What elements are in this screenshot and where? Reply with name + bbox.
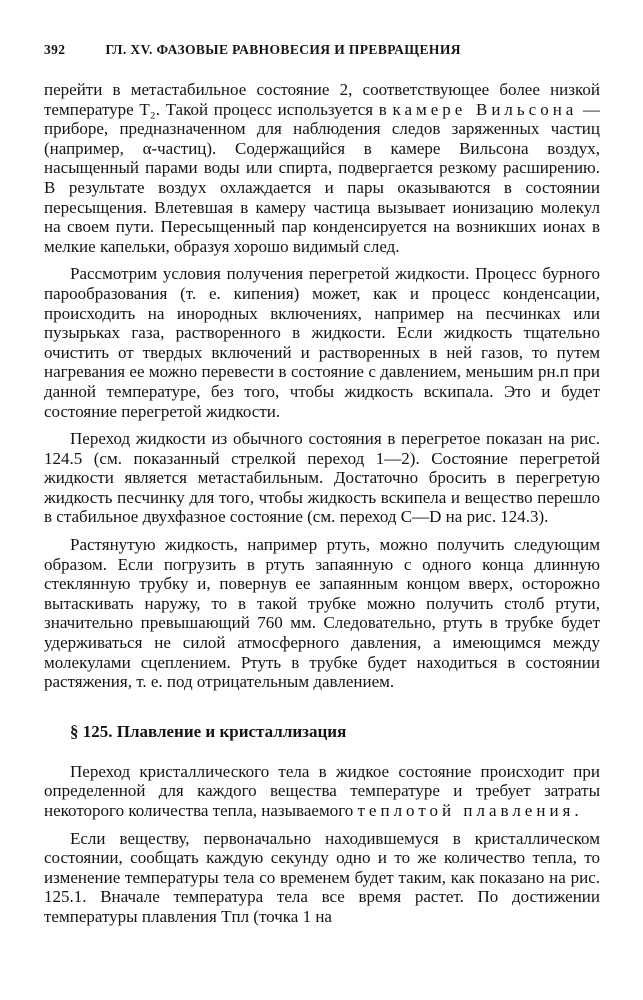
page-body [44, 80, 600, 927]
page-number: 392 [44, 42, 66, 57]
paragraph-text: Переход кристаллического тела в жидкое состояние происходит при определенной для каждого вещества температуре и требует затраты некоторого количества тепла, называемого [44, 761, 600, 820]
paragraph-wilson-chamber [44, 80, 600, 256]
running-title: ГЛ. XV. ФАЗОВЫЕ РАВНОВЕСИЯ И ПРЕВРАЩЕНИЯ [105, 42, 461, 57]
emphasized-term-heat-of-fusion: теплотой плавления [357, 801, 575, 820]
paragraph-text: — приборе, предназначенном для наблюдения следов заряженных частиц (например, α-частиц). Содержащийся в камере Вильсона воздух, насыщенный парами воды или спирта, подвергается резкому расширению. В результате воздух охлаждается и пары оказываются в состоянии пересыщения. Влетевшая в камеру частица вызывает ионизацию молекул на своем пути. Пересыщенный пар конденсируется на возникших ионах в мелкие капельки, образуя хорошо видимый след. [44, 99, 601, 256]
paragraph-stretched-liquid: Растянутую жидкость, например ртуть, можно получить следующим образом. Если погрузить в ртуть запаянную с одного конца длинную стеклянную трубку и, повернув ее запаянным концом вверх, осторожно вытаскивать наружу, то в такой трубке можно получить столб ртути, значительно превышающий 760 мм. Следовательно, ртуть в трубке будет удерживаться не силой атмосферного давления, а имеющимся между молекулами сцеплением. Ртуть в трубке будет находиться в состоянии растяжения, т. е. под отрицательным давлением. [44, 535, 600, 692]
paragraph-melting-intro [44, 762, 600, 821]
paragraph-heating-curve: Если веществу, первоначально находившемуся в кристаллическом состоянии, сообщать каждую секунду одно и то же количество тепла, то изменение температуры тела со временем будет таким, как показано на рис. 125.1. Вначале температура тела все время растет. По достижении температуры плавления Tпл (точка 1 на [44, 828, 600, 926]
paragraph-transition-124-5: Переход жидкости из обычного состояния в перегретое показан на рис. 124.5 (см. показанный стрелкой переход 1—2). Состояние перегретой жидкости является метастабильным. Достаточно бросить в перегретую жидкость песчинку для того, чтобы жидкость вскипела и вещество перешло в стабильное двухфазное состояние (см. переход C—D на рис. 124.3). [44, 429, 600, 527]
paragraph-superheated-liquid: Рассмотрим условия получения перегретой жидкости. Процесс бурного парообразования (т. е. кипения) может, как и процесс конденсации, происходить на инородных включениях, например на песчинках или пузырьках газа, растворенного в жидкости. Если жидкость тщательно очистить от твердых включений и растворенных в ней газов, то путем нагревания ее можно перевести в состояние с давлением, меньшим pн.п при данной температуре, без того, чтобы жидкость вскипала. Это и будет состояние перегретой жидкости. [44, 264, 600, 421]
emphasized-term-wilson-chamber: камере Вильсона [392, 99, 578, 119]
section-heading: § 125. Плавление и кристаллизация [70, 721, 347, 741]
paragraph-text: перейти в метастабильное состояние 2, соответствующее более низкой температуре T₂. Такой процесс используется в [44, 80, 600, 119]
page-header [44, 42, 600, 58]
paragraph-text: . [574, 801, 579, 820]
